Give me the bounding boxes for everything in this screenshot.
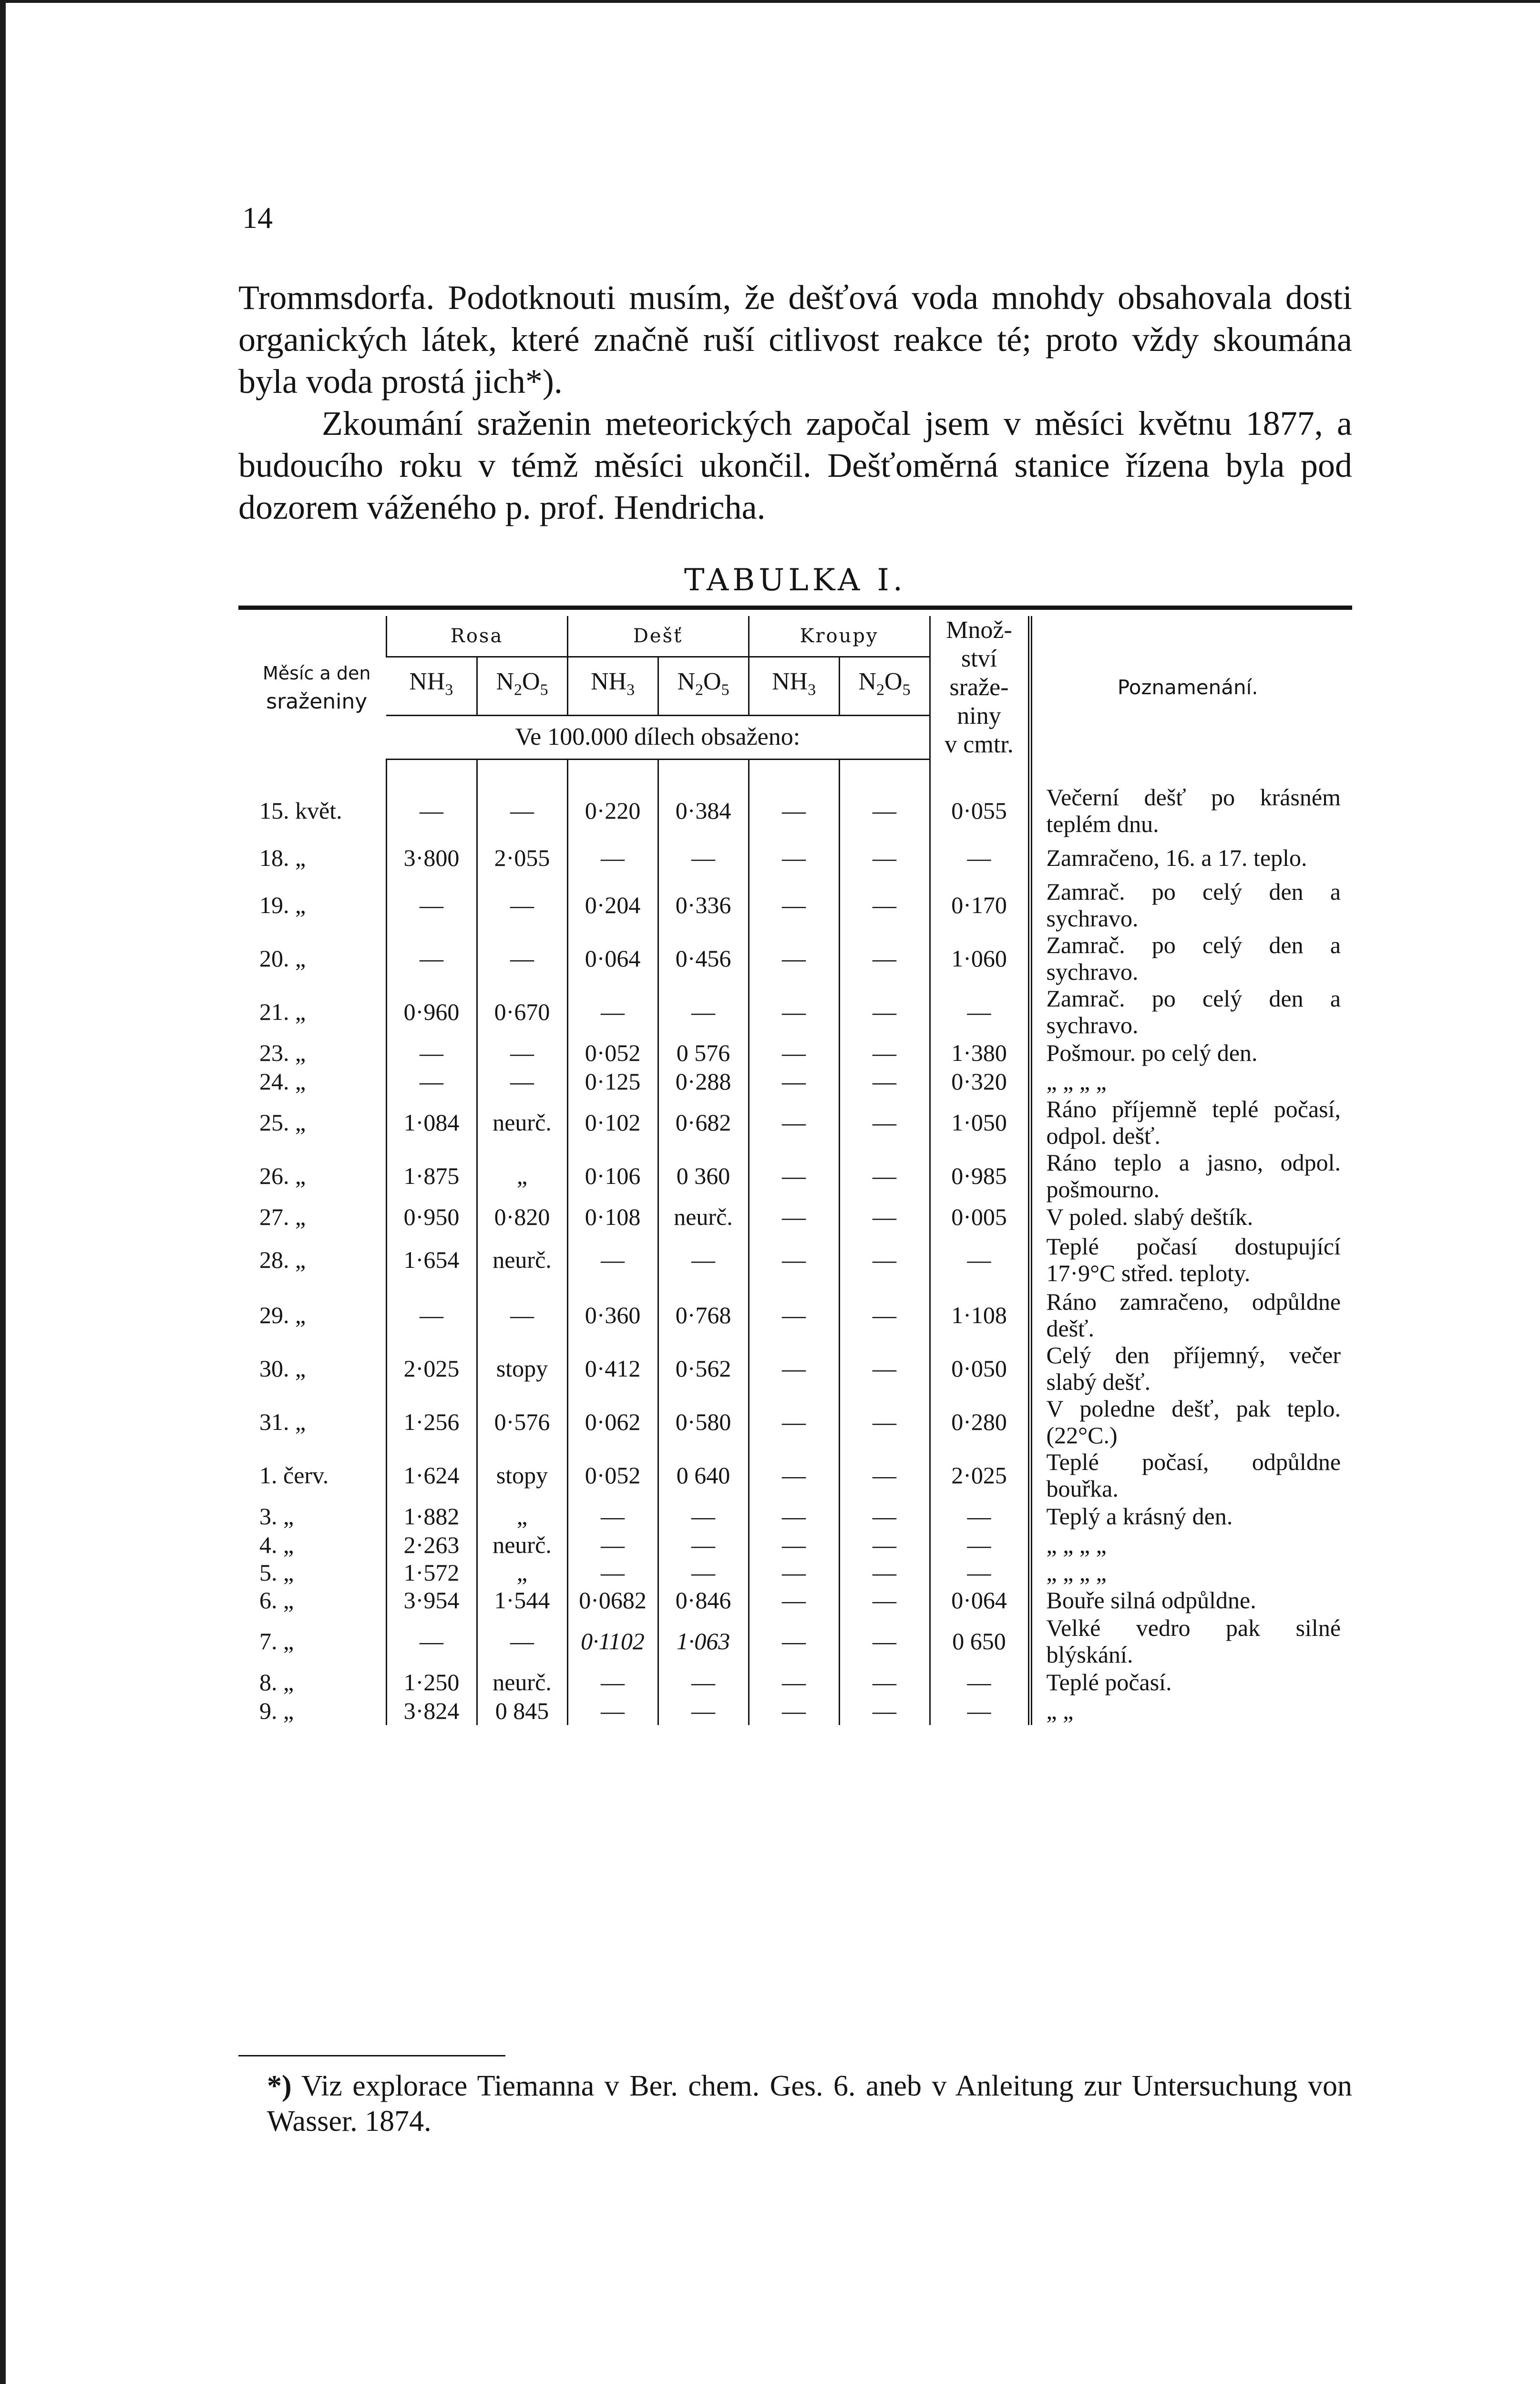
cell-kroupy-nh3: — xyxy=(749,1614,839,1668)
header-mnoz-line3: sraže- xyxy=(949,674,1009,701)
table-row xyxy=(248,1231,1344,1288)
cell-rosa-n2o5: neurč. xyxy=(477,1231,567,1288)
cell-dest-n2o5: 0·562 xyxy=(658,1342,749,1395)
cell-dest-nh3: — xyxy=(567,1531,658,1559)
footnote-text: Viz explorace Tiemanna v Ber. chem. Ges. 6. aneb v Anleitung zur Untersuchung von Wasser. 1874. xyxy=(267,2070,1352,2137)
header-poznamenani: Poznamenání. xyxy=(1030,616,1344,759)
table-row xyxy=(248,1559,1344,1586)
cell-kroupy-n2o5: — xyxy=(839,1342,930,1395)
cell-dest-nh3: — xyxy=(567,1696,658,1725)
cell-dest-nh3: — xyxy=(567,985,658,1038)
cell-rosa-nh3: 1·624 xyxy=(386,1449,477,1502)
cell-dest-nh3: 0·106 xyxy=(567,1149,658,1202)
cell-kroupy-n2o5: — xyxy=(839,932,930,985)
table-row xyxy=(248,932,1344,985)
cell-dest-n2o5: 0·580 xyxy=(658,1395,749,1449)
n2o5-text-o: O xyxy=(884,668,903,696)
cell-dest-nh3: 0·062 xyxy=(567,1395,658,1449)
n2o5-subscript-5: 5 xyxy=(721,681,729,699)
cell-rosa-nh3: 3·954 xyxy=(386,1586,477,1614)
cell-kroupy-n2o5: — xyxy=(839,1096,930,1149)
cell-mnozstvi: — xyxy=(930,837,1030,878)
cell-rosa-n2o5: neurč. xyxy=(477,1531,567,1559)
cell-mnozstvi: 0 650 xyxy=(930,1614,1030,1668)
cell-dest-n2o5: 0·288 xyxy=(658,1067,749,1096)
cell-poznamenani: Ráno teplo a jasno, odpol. pošmourno. xyxy=(1030,1149,1344,1202)
cell-dest-n2o5: 0·384 xyxy=(658,784,749,837)
cell-rosa-n2o5: — xyxy=(477,784,567,837)
page-number: 14 xyxy=(242,201,273,235)
cell-poznamenani: Teplé počasí. xyxy=(1030,1668,1344,1696)
cell-mnozstvi: 1·060 xyxy=(930,932,1030,985)
cell-mnozstvi: 0·280 xyxy=(930,1395,1030,1449)
cell-poznamenani: Teplý a krásný den. xyxy=(1030,1502,1344,1531)
header-dest-nh3 xyxy=(567,657,658,716)
cell-kroupy-nh3: — xyxy=(749,1586,839,1614)
row-date: 21. „ xyxy=(259,998,306,1025)
cell-rosa-nh3: — xyxy=(386,1067,477,1096)
cell-poznamenani: Zamrač. po celý den a sychravo. xyxy=(1030,985,1344,1038)
spacer-cell xyxy=(749,759,839,784)
cell-rosa-nh3: 3·824 xyxy=(386,1696,477,1725)
cell-poznamenani: „ „ „ „ xyxy=(1030,1559,1344,1586)
table-row xyxy=(248,1395,1344,1449)
cell-dest-nh3: — xyxy=(567,1668,658,1696)
row-date: 1. červ. xyxy=(259,1461,329,1489)
cell-mnozstvi: 2·025 xyxy=(930,1449,1030,1502)
cell-poznamenani: „ „ xyxy=(1030,1696,1344,1725)
cell-rosa-n2o5: — xyxy=(477,1288,567,1342)
n2o5-text-n: N xyxy=(858,668,877,696)
cell-rosa-nh3: 1·882 xyxy=(386,1502,477,1531)
header-dest-n2o5 xyxy=(658,657,749,716)
n2o5-text-o: O xyxy=(703,668,721,696)
table-row xyxy=(248,1149,1344,1202)
row-date: 9. „ xyxy=(259,1697,294,1724)
cell-poznamenani: Zamrač. po celý den a sychravo. xyxy=(1030,878,1344,932)
cell-rosa-n2o5: — xyxy=(477,1614,567,1668)
table-row xyxy=(248,985,1344,1038)
cell-dest-nh3: 0·412 xyxy=(567,1342,658,1395)
nh3-subscript: 3 xyxy=(626,681,635,699)
cell-kroupy-n2o5: — xyxy=(839,985,930,1038)
cell-dest-n2o5: — xyxy=(658,985,749,1038)
cell-poznamenani: Teplé počasí dostupující 17·9°C střed. teploty. xyxy=(1030,1231,1344,1288)
nh3-subscript: 3 xyxy=(808,681,816,699)
cell-kroupy-n2o5: — xyxy=(839,1586,930,1614)
row-date: 29. „ xyxy=(259,1301,306,1328)
table-row xyxy=(248,1502,1344,1531)
cell-mnozstvi: 0·170 xyxy=(930,878,1030,932)
cell-mnozstvi: — xyxy=(930,1531,1030,1559)
table-row xyxy=(248,837,1344,878)
spacer-cell xyxy=(839,759,930,784)
cell-kroupy-nh3: — xyxy=(749,837,839,878)
footnote-mark: *) xyxy=(267,2070,292,2102)
intro-paragraph-1: Trommsdorfa. Podotknouti musím, že dešťová voda mnohdy obsahovala dosti organických látek, které značně ruší citlivost reakce té; proto vždy skoumána byla voda prostá jich*). xyxy=(238,278,1352,401)
cell-kroupy-nh3: — xyxy=(749,1288,839,1342)
cell-rosa-n2o5: 0·820 xyxy=(477,1202,567,1231)
cell-kroupy-nh3: — xyxy=(749,1531,839,1559)
cell-poznamenani: Ráno zamračeno, odpůldne dešť. xyxy=(1030,1288,1344,1342)
cell-poznamenani: Večerní dešť po krásném teplém dnu. xyxy=(1030,784,1344,837)
n2o5-subscript-5: 5 xyxy=(902,681,911,699)
cell-kroupy-n2o5: — xyxy=(839,1668,930,1696)
cell-dest-nh3: 0·052 xyxy=(567,1038,658,1067)
cell-dest-n2o5: 0 360 xyxy=(658,1149,749,1202)
cell-kroupy-n2o5: — xyxy=(839,784,930,837)
cell-kroupy-nh3: — xyxy=(749,1038,839,1067)
n2o5-text-n: N xyxy=(677,668,696,696)
cell-kroupy-n2o5: — xyxy=(839,1502,930,1531)
cell-rosa-nh3: 1·654 xyxy=(386,1231,477,1288)
cell-kroupy-n2o5: — xyxy=(839,878,930,932)
table-row xyxy=(248,1342,1344,1395)
n2o5-subscript-2: 2 xyxy=(514,681,522,699)
cell-dest-nh3: 0·360 xyxy=(567,1288,658,1342)
header-group-dest: Dešť xyxy=(567,616,749,657)
table-row xyxy=(248,1202,1344,1231)
cell-kroupy-n2o5: — xyxy=(839,1288,930,1342)
row-date: 15. květ. xyxy=(259,797,342,824)
cell-dest-nh3: 0·204 xyxy=(567,878,658,932)
cell-kroupy-nh3: — xyxy=(749,1395,839,1449)
table-row xyxy=(248,878,1344,932)
table-row xyxy=(248,1288,1344,1342)
row-date: 3. „ xyxy=(259,1502,294,1530)
cell-rosa-nh3: — xyxy=(386,784,477,837)
cell-kroupy-n2o5: — xyxy=(839,1531,930,1559)
cell-poznamenani: Bouře silná odpůldne. xyxy=(1030,1586,1344,1614)
cell-dest-n2o5: 0·336 xyxy=(658,878,749,932)
cell-mnozstvi: — xyxy=(930,1696,1030,1725)
cell-dest-n2o5: 0·846 xyxy=(658,1586,749,1614)
cell-rosa-n2o5: „ xyxy=(477,1559,567,1586)
cell-poznamenani: V poled. slabý deštík. xyxy=(1030,1202,1344,1231)
table-row xyxy=(248,1696,1344,1725)
table-body xyxy=(248,759,1344,1725)
cell-rosa-n2o5: — xyxy=(477,1038,567,1067)
cell-rosa-n2o5: 0 845 xyxy=(477,1696,567,1725)
n2o5-subscript-2: 2 xyxy=(876,681,885,699)
row-date: 23. „ xyxy=(259,1039,306,1066)
cell-rosa-n2o5: stopy xyxy=(477,1342,567,1395)
header-rosa-nh3 xyxy=(386,657,477,716)
cell-mnozstvi: — xyxy=(930,985,1030,1038)
table-row xyxy=(248,1586,1344,1614)
cell-dest-n2o5: 0·682 xyxy=(658,1096,749,1149)
cell-rosa-n2o5: neurč. xyxy=(477,1096,567,1149)
cell-dest-nh3: — xyxy=(567,1502,658,1531)
cell-dest-nh3: — xyxy=(567,1559,658,1586)
header-mnoz-line4: niny xyxy=(957,702,1001,730)
row-date: 25. „ xyxy=(259,1109,306,1136)
cell-poznamenani: Zamrač. po celý den a sychravo. xyxy=(1030,932,1344,985)
intro-paragraph-2: Zkoumání sraženin meteorických započal jsem v měsíci květnu 1877, a budoucího roku v témž měsíci ukončil. Dešťoměrná stanice řízena byla pod dozorem váženého p. prof. Hendricha. xyxy=(238,404,1352,526)
row-date: 31. „ xyxy=(259,1408,306,1435)
cell-poznamenani: „ „ „ „ xyxy=(1030,1531,1344,1559)
cell-mnozstvi: 1·380 xyxy=(930,1038,1030,1067)
row-date: 27. „ xyxy=(259,1203,306,1230)
spacer-cell xyxy=(930,759,1030,784)
cell-kroupy-nh3: — xyxy=(749,1149,839,1202)
cell-dest-n2o5: 0 576 xyxy=(658,1038,749,1067)
spacer-cell xyxy=(477,759,567,784)
cell-mnozstvi: — xyxy=(930,1502,1030,1531)
cell-mnozstvi: — xyxy=(930,1559,1030,1586)
cell-dest-n2o5: — xyxy=(658,1531,749,1559)
nh3-text: NH xyxy=(409,668,445,696)
cell-poznamenani: Velké vedro pak silné blýskání. xyxy=(1030,1614,1344,1668)
cell-poznamenani: Pošmour. po celý den. xyxy=(1030,1038,1344,1067)
cell-rosa-nh3: 1·084 xyxy=(386,1096,477,1149)
cell-mnozstvi: — xyxy=(930,1231,1030,1288)
cell-rosa-n2o5: — xyxy=(477,932,567,985)
cell-rosa-nh3: 0·950 xyxy=(386,1202,477,1231)
cell-mnozstvi: 1·050 xyxy=(930,1096,1030,1149)
cell-dest-n2o5: 0 640 xyxy=(658,1449,749,1502)
cell-rosa-nh3: — xyxy=(386,1288,477,1342)
cell-kroupy-nh3: — xyxy=(749,1449,839,1502)
cell-kroupy-nh3: — xyxy=(749,1231,839,1288)
cell-rosa-n2o5: stopy xyxy=(477,1449,567,1502)
cell-dest-n2o5: — xyxy=(658,837,749,878)
row-date: 5. „ xyxy=(259,1559,294,1586)
header-kroupy-n2o5 xyxy=(839,657,930,716)
footnote xyxy=(267,2068,1352,2139)
cell-poznamenani: Celý den příjemný, večer slabý dešť. xyxy=(1030,1342,1344,1395)
footnote-rule xyxy=(238,2055,505,2056)
cell-kroupy-nh3: — xyxy=(749,985,839,1038)
cell-rosa-nh3: — xyxy=(386,1038,477,1067)
cell-dest-nh3: 0·064 xyxy=(567,932,658,985)
header-rosa-n2o5 xyxy=(477,657,567,716)
cell-dest-nh3: 0·1102 xyxy=(567,1614,658,1668)
cell-kroupy-n2o5: — xyxy=(839,1559,930,1586)
cell-mnozstvi: 0·320 xyxy=(930,1067,1030,1096)
table-title: TABULKA I. xyxy=(684,563,907,598)
cell-kroupy-nh3: — xyxy=(749,878,839,932)
n2o5-subscript-2: 2 xyxy=(695,681,704,699)
row-date: 30. „ xyxy=(259,1355,306,1382)
cell-kroupy-n2o5: — xyxy=(839,1449,930,1502)
cell-kroupy-n2o5: — xyxy=(839,1231,930,1288)
cell-rosa-nh3: 1·875 xyxy=(386,1149,477,1202)
cell-rosa-nh3: 2·263 xyxy=(386,1531,477,1559)
row-date: 28. „ xyxy=(259,1246,306,1273)
cell-kroupy-nh3: — xyxy=(749,1067,839,1096)
cell-rosa-n2o5: 1·544 xyxy=(477,1586,567,1614)
data-table xyxy=(248,616,1344,1725)
cell-kroupy-nh3: — xyxy=(749,1668,839,1696)
cell-mnozstvi: 0·005 xyxy=(930,1202,1030,1231)
cell-rosa-n2o5: — xyxy=(477,878,567,932)
row-date: 4. „ xyxy=(259,1531,294,1558)
cell-kroupy-nh3: — xyxy=(749,1202,839,1231)
cell-kroupy-n2o5: — xyxy=(839,1038,930,1067)
row-date: 18. „ xyxy=(259,844,306,871)
header-date-line2: sraženiny xyxy=(266,689,368,714)
header-date-column xyxy=(248,616,386,759)
cell-dest-n2o5: — xyxy=(658,1231,749,1288)
spacer-cell xyxy=(1030,759,1344,784)
cell-dest-n2o5: 0·456 xyxy=(658,932,749,985)
cell-kroupy-n2o5: — xyxy=(839,1614,930,1668)
cell-dest-nh3: — xyxy=(567,837,658,878)
row-date: 24. „ xyxy=(259,1068,306,1095)
cell-dest-n2o5: neurč. xyxy=(658,1202,749,1231)
header-kroupy-nh3 xyxy=(749,657,839,716)
spacer-cell xyxy=(658,759,749,784)
cell-poznamenani: Zamračeno, 16. a 17. teplo. xyxy=(1030,837,1344,878)
cell-dest-n2o5: — xyxy=(658,1502,749,1531)
cell-kroupy-nh3: — xyxy=(749,1096,839,1149)
cell-rosa-n2o5: neurč. xyxy=(477,1668,567,1696)
cell-kroupy-n2o5: — xyxy=(839,1149,930,1202)
cell-kroupy-n2o5: — xyxy=(839,1395,930,1449)
header-date-line1: Měsíc a den xyxy=(263,662,371,684)
cell-dest-nh3: 0·220 xyxy=(567,784,658,837)
cell-mnozstvi: 0·064 xyxy=(930,1586,1030,1614)
nh3-text: NH xyxy=(590,668,627,696)
n2o5-text-o: O xyxy=(522,668,540,696)
table-spacer-row xyxy=(248,759,1344,784)
cell-dest-nh3: 0·052 xyxy=(567,1449,658,1502)
cell-rosa-nh3: — xyxy=(386,878,477,932)
header-mnozstvi xyxy=(930,616,1030,759)
cell-rosa-nh3: — xyxy=(386,1614,477,1668)
cell-kroupy-nh3: — xyxy=(749,1502,839,1531)
cell-kroupy-n2o5: — xyxy=(839,1202,930,1231)
cell-dest-nh3: 0·108 xyxy=(567,1202,658,1231)
cell-rosa-n2o5: 0·576 xyxy=(477,1395,567,1449)
nh3-text: NH xyxy=(771,668,808,696)
table-header xyxy=(248,616,1344,759)
cell-rosa-n2o5: „ xyxy=(477,1502,567,1531)
row-date: 6. „ xyxy=(259,1586,294,1613)
cell-mnozstvi: 1·108 xyxy=(930,1288,1030,1342)
spacer-cell xyxy=(567,759,658,784)
cell-mnozstvi: 0·985 xyxy=(930,1149,1030,1202)
cell-rosa-nh3: 1·572 xyxy=(386,1559,477,1586)
cell-kroupy-n2o5: — xyxy=(839,1696,930,1725)
cell-mnozstvi: 0·055 xyxy=(930,784,1030,837)
row-date: 8. „ xyxy=(259,1668,294,1696)
cell-dest-n2o5: — xyxy=(658,1668,749,1696)
cell-dest-nh3: — xyxy=(567,1231,658,1288)
cell-rosa-n2o5: — xyxy=(477,1067,567,1096)
cell-poznamenani: „ „ „ „ xyxy=(1030,1067,1344,1096)
cell-poznamenani: Teplé počasí, odpůldne bouřka. xyxy=(1030,1449,1344,1502)
header-group-rosa: Rosa xyxy=(386,616,567,657)
cell-rosa-nh3: 1·256 xyxy=(386,1395,477,1449)
cell-dest-n2o5: 1·063 xyxy=(658,1614,749,1668)
cell-mnozstvi: — xyxy=(930,1668,1030,1696)
cell-rosa-n2o5: 0·670 xyxy=(477,985,567,1038)
table-row xyxy=(248,1067,1344,1096)
cell-dest-n2o5: — xyxy=(658,1559,749,1586)
cell-rosa-nh3: 1·250 xyxy=(386,1668,477,1696)
table-row xyxy=(248,1531,1344,1559)
cell-rosa-n2o5: „ xyxy=(477,1149,567,1202)
table-row xyxy=(248,1038,1344,1067)
cell-kroupy-nh3: — xyxy=(749,1342,839,1395)
header-mnoz-line2: ství xyxy=(961,645,997,672)
cell-dest-nh3: 0·125 xyxy=(567,1067,658,1096)
cell-dest-nh3: 0·102 xyxy=(567,1096,658,1149)
table-top-rule xyxy=(238,606,1352,610)
row-date: 7. „ xyxy=(259,1627,294,1654)
cell-dest-n2o5: — xyxy=(658,1696,749,1725)
header-mnoz-line5: v cmtr. xyxy=(945,731,1014,758)
table-row xyxy=(248,1096,1344,1149)
cell-poznamenani: Ráno příjemně teplé počasí, odpol. dešť. xyxy=(1030,1096,1344,1149)
cell-rosa-n2o5: 2·055 xyxy=(477,837,567,878)
table-row xyxy=(248,1668,1344,1696)
spacer-cell xyxy=(386,759,477,784)
table-row xyxy=(248,1614,1344,1668)
cell-dest-nh3: 0·0682 xyxy=(567,1586,658,1614)
nh3-subscript: 3 xyxy=(445,681,453,699)
cell-kroupy-nh3: — xyxy=(749,1559,839,1586)
header-mnoz-line1: Množ- xyxy=(946,617,1012,644)
cell-kroupy-nh3: — xyxy=(749,932,839,985)
table-row xyxy=(248,1449,1344,1502)
table-row xyxy=(248,784,1344,837)
table-container xyxy=(248,616,1344,1725)
n2o5-subscript-5: 5 xyxy=(540,681,548,699)
cell-kroupy-n2o5: — xyxy=(839,837,930,878)
row-date: 19. „ xyxy=(259,891,306,918)
row-date: 20. „ xyxy=(259,945,306,972)
cell-kroupy-nh3: — xyxy=(749,784,839,837)
cell-rosa-nh3: 3·800 xyxy=(386,837,477,878)
cell-poznamenani: V poledne dešť, pak teplo. (22°C.) xyxy=(1030,1395,1344,1449)
cell-rosa-nh3: — xyxy=(386,932,477,985)
cell-kroupy-n2o5: — xyxy=(839,1067,930,1096)
n2o5-text-n: N xyxy=(496,668,514,696)
cell-rosa-nh3: 0·960 xyxy=(386,985,477,1038)
cell-kroupy-nh3: — xyxy=(749,1696,839,1725)
cell-mnozstvi: 0·050 xyxy=(930,1342,1030,1395)
header-group-kroupy: Kroupy xyxy=(749,616,930,657)
row-date: 26. „ xyxy=(259,1162,306,1189)
intro-text xyxy=(238,277,1352,528)
header-ve-note: Ve 100.000 dílech obsaženo: xyxy=(386,716,930,759)
spacer-cell xyxy=(248,759,386,784)
cell-dest-n2o5: 0·768 xyxy=(658,1288,749,1342)
cell-rosa-nh3: 2·025 xyxy=(386,1342,477,1395)
